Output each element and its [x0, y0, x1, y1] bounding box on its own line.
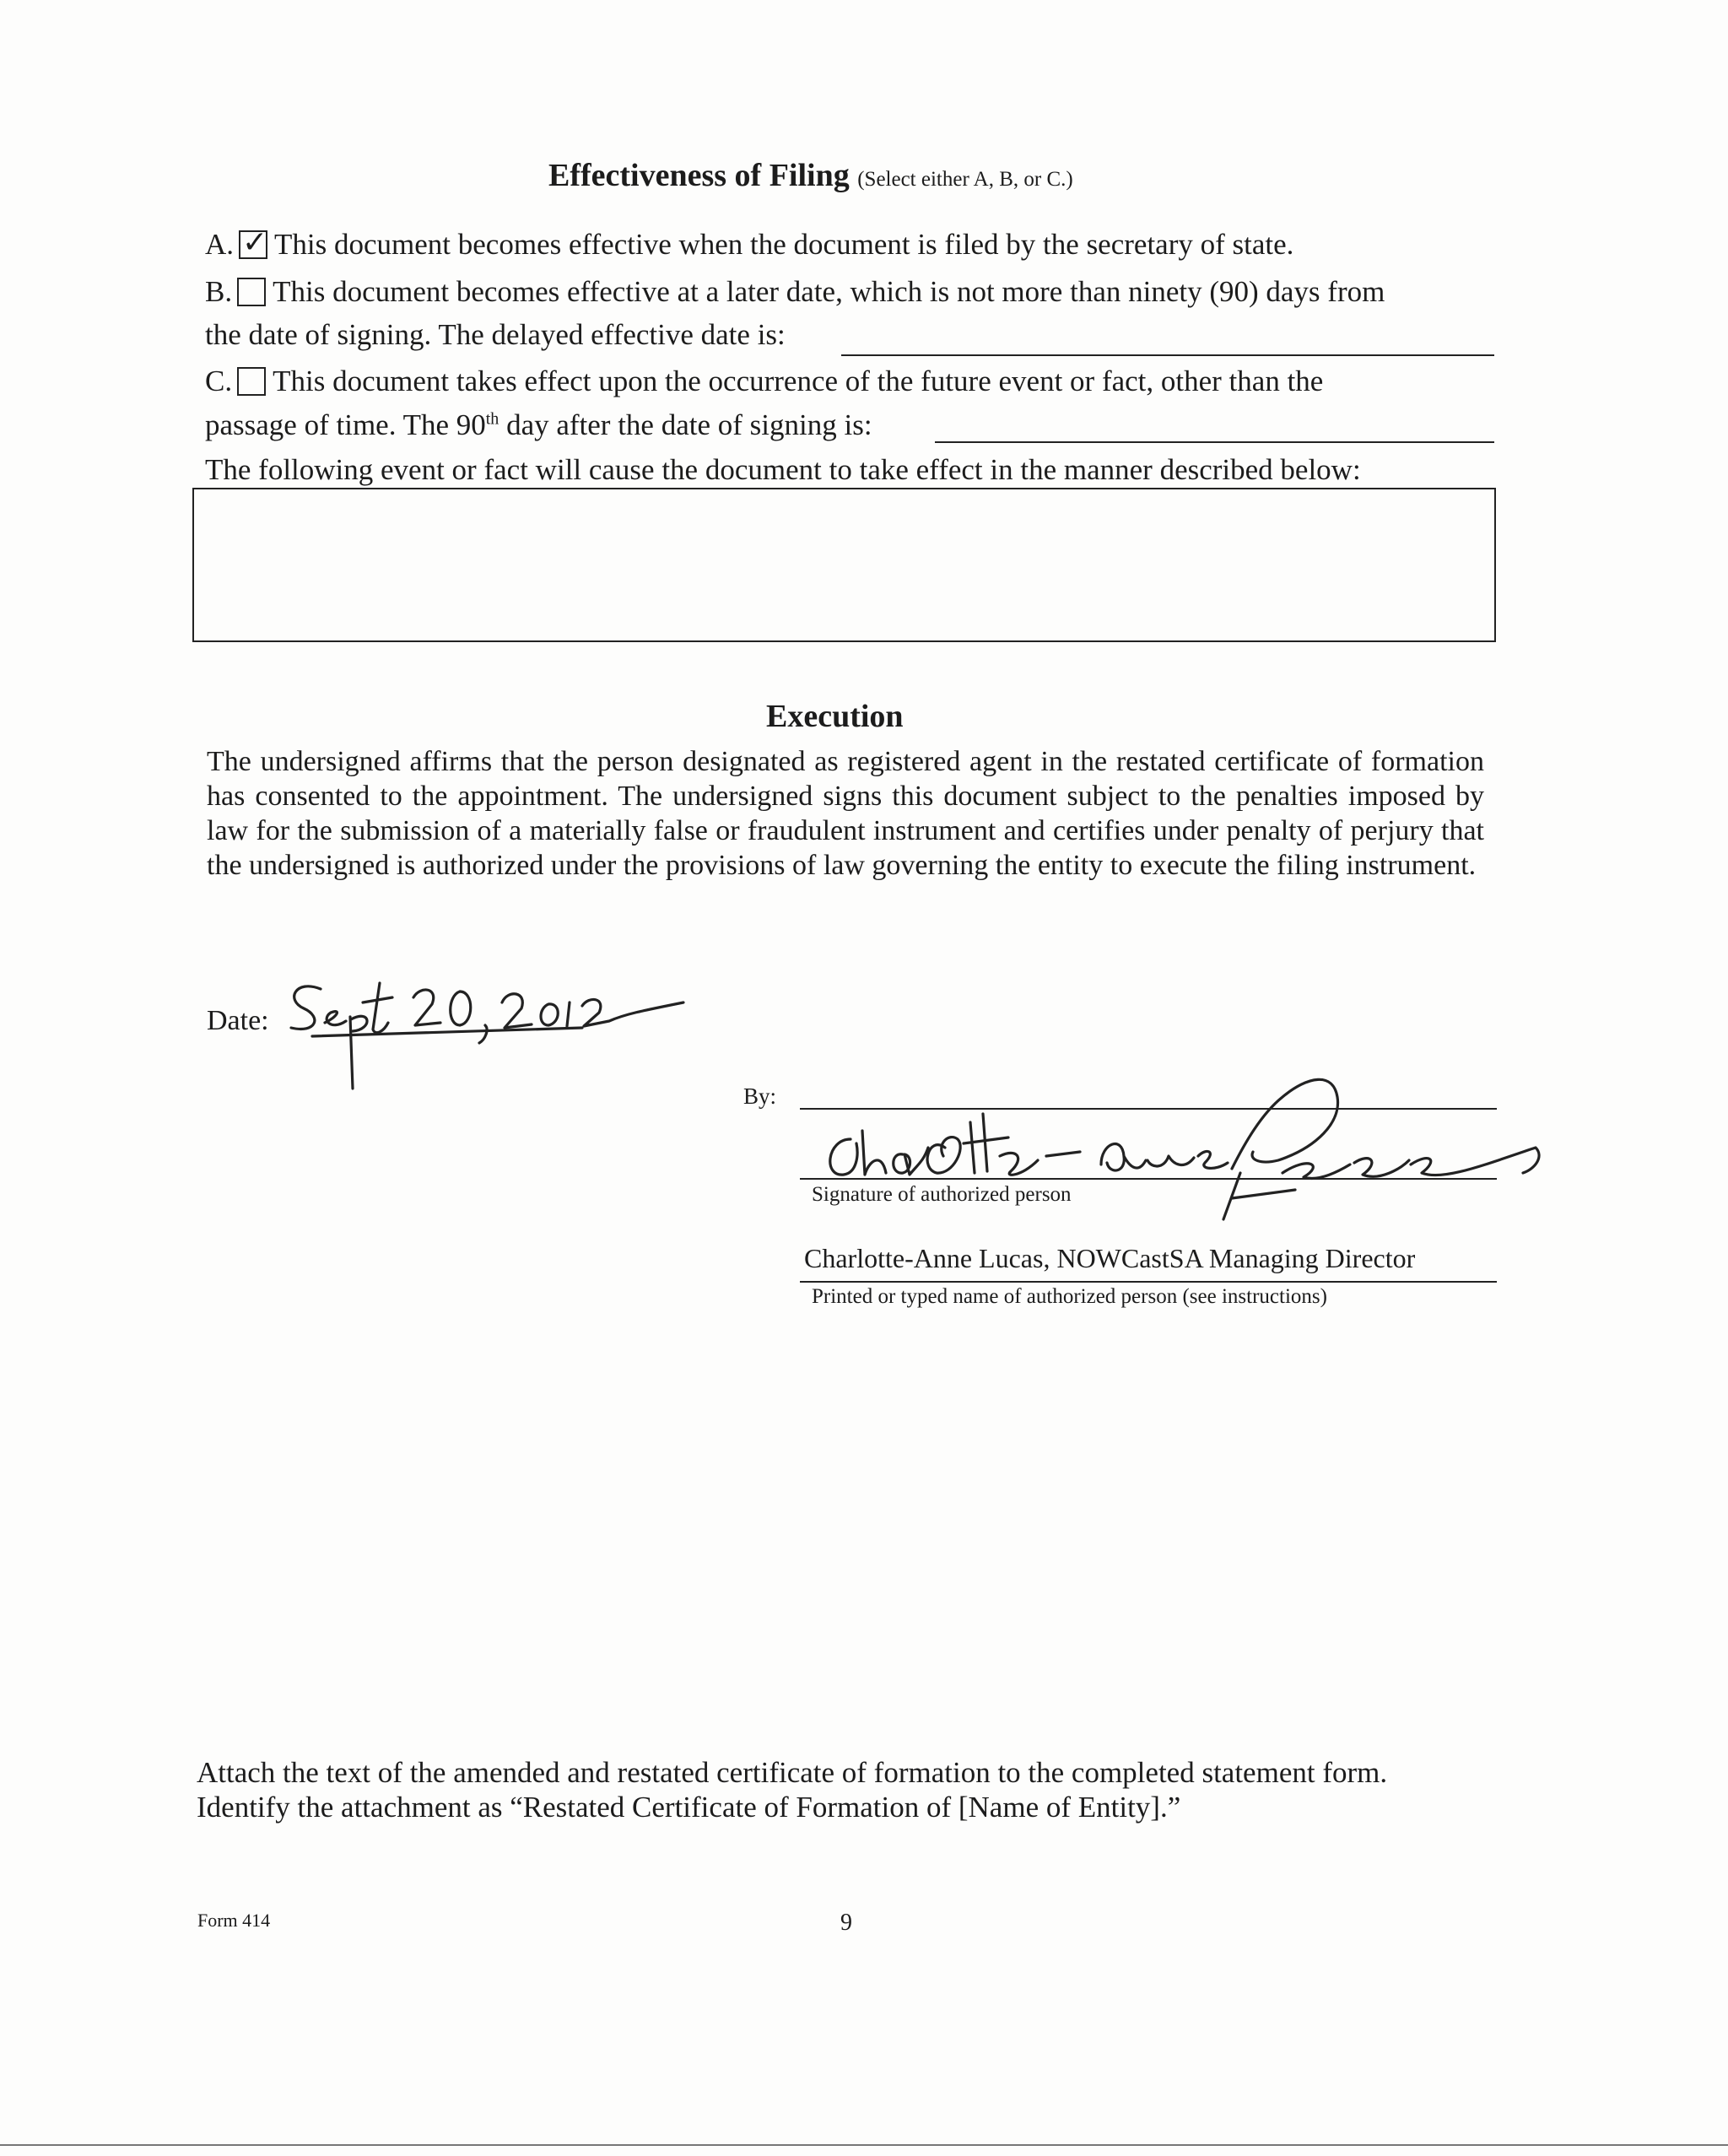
bottom-rule — [0, 2144, 1728, 2146]
execution-title: Execution — [766, 699, 904, 734]
option-c-text: This document takes effect upon the occurrence of the future event or fact, other than the — [273, 365, 1324, 397]
option-a-text: This document becomes effective when the document is filed by the secretary of state. — [274, 228, 1294, 261]
option-c-checkbox[interactable] — [237, 367, 266, 396]
delayed-date-field[interactable] — [841, 354, 1494, 356]
option-a — [205, 225, 1294, 262]
event-description-box[interactable] — [192, 488, 1496, 642]
option-c-line2-after: day after the date of signing is: — [499, 408, 872, 441]
option-c-line2 — [205, 408, 872, 442]
option-c-line2-sup: th — [485, 409, 500, 429]
attach-line1: Attach the text of the amended and restated certificate of formation to the completed statement form. — [197, 1756, 1388, 1789]
option-b-text: This document becomes effective at a later date, which is not more than ninety (90) days from — [273, 275, 1385, 308]
option-a-letter: A. — [205, 228, 235, 261]
effectiveness-heading — [548, 157, 1073, 194]
option-c — [205, 365, 1323, 398]
option-b — [205, 275, 1385, 309]
event-prompt: The following event or fact will cause the document to take effect in the manner described below: — [205, 453, 1361, 486]
printed-name: Charlotte-Anne Lucas, NOWCastSA Managing Director — [804, 1243, 1416, 1273]
by-label: By: — [743, 1083, 777, 1109]
effectiveness-title: Effectiveness of Filing — [548, 158, 850, 193]
attach-instructions — [197, 1755, 1387, 1824]
handwritten-signature — [810, 1063, 1552, 1232]
signature-line[interactable] — [800, 1178, 1497, 1180]
checkmark-icon: ✓ — [242, 225, 268, 260]
handwritten-date — [278, 970, 717, 1097]
option-a-checkbox[interactable] — [239, 225, 268, 260]
page-number: 9 — [840, 1910, 852, 1936]
printed-name-line[interactable] — [800, 1281, 1497, 1283]
ninetieth-day-field[interactable] — [935, 441, 1494, 443]
attach-line2: Identify the attachment as “Restated Certificate of Formation of [Name of Entity].” — [197, 1791, 1181, 1824]
date-label: Date: — [207, 1005, 269, 1036]
execution-paragraph: The undersigned affirms that the person designated as registered agent in the restated certificate of formation has consented to the appointment. The undersigned signs this document subject to the penalties imposed by law for the submission of a materially false or fraudulent instrument and certifies under penalty of perjury that the undersigned is authorized under the provisions of law governing the entity to execute the filing instrument. — [207, 746, 1484, 881]
signature-caption: Signature of authorized person — [812, 1183, 1072, 1206]
printed-name-caption: Printed or typed name of authorized person (see instructions) — [812, 1285, 1327, 1308]
option-b-line2: the date of signing. The delayed effective date is: — [205, 318, 786, 351]
option-c-line2-before: passage of time. The 90 — [205, 408, 486, 441]
option-c-letter: C. — [205, 365, 233, 397]
form-number: Form 414 — [197, 1910, 271, 1931]
option-b-checkbox[interactable] — [237, 278, 266, 306]
option-b-letter: B. — [205, 275, 233, 308]
effectiveness-instruction: (Select either A, B, or C.) — [857, 168, 1073, 191]
